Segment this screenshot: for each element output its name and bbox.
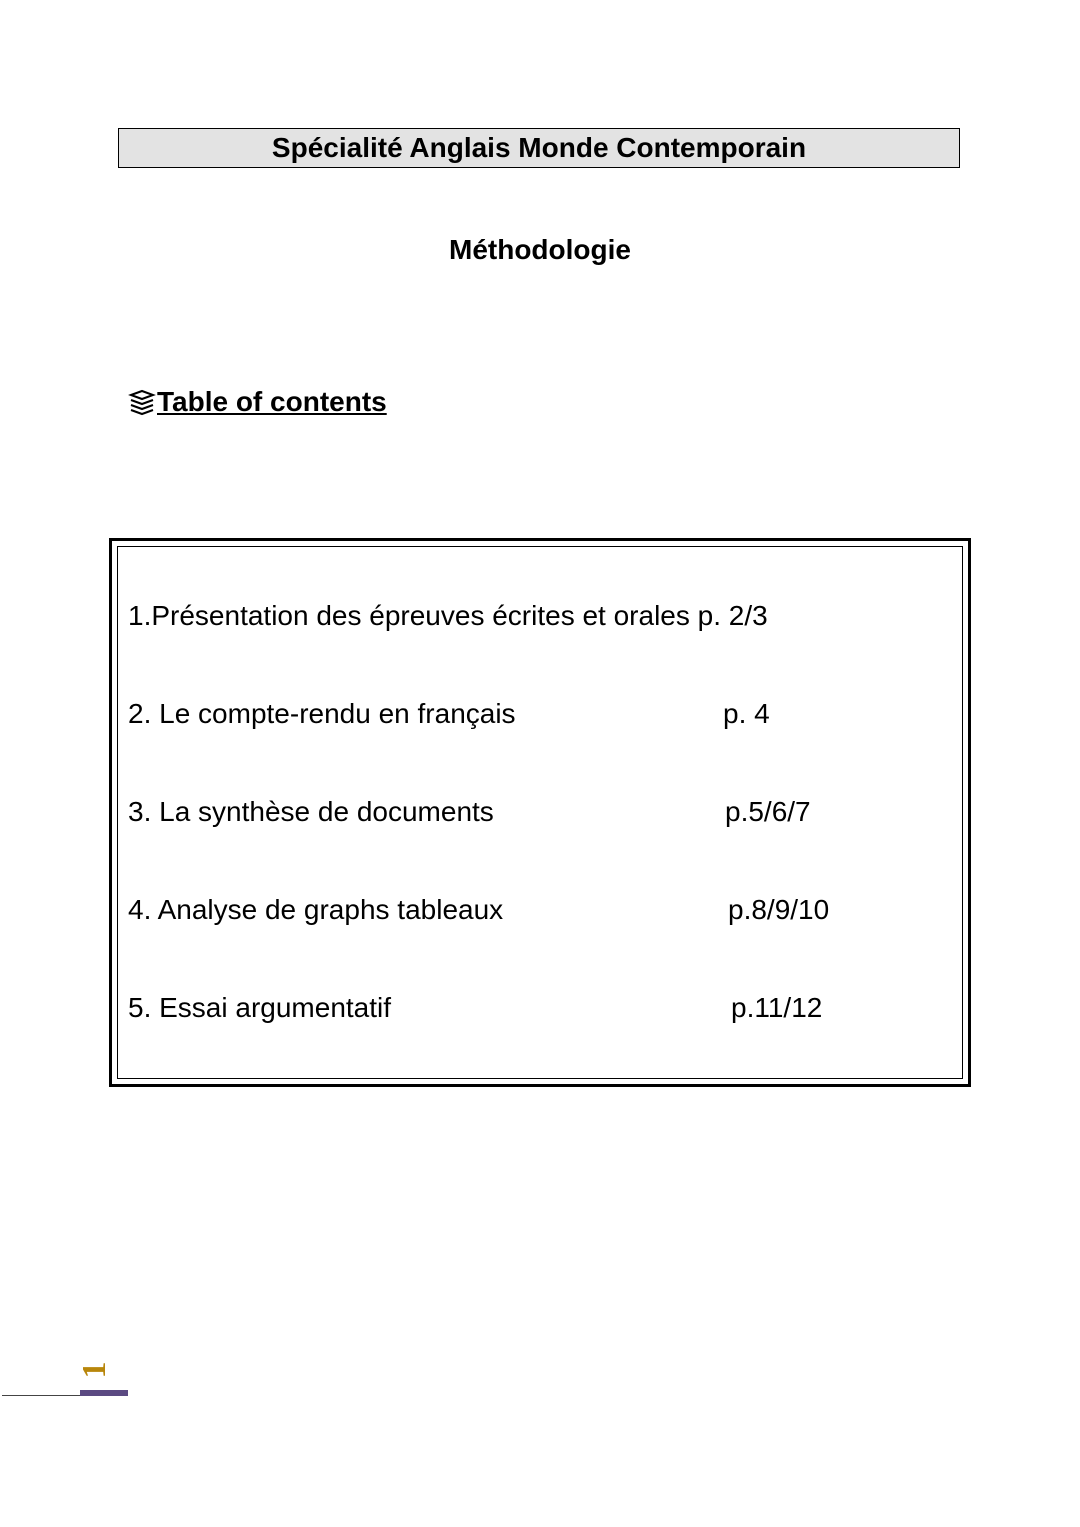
toc-item-3-page: p.5/6/7 <box>725 796 811 827</box>
book-stack-icon <box>128 388 156 416</box>
toc-item-3: 3. La synthèse de documents <box>128 796 494 827</box>
page-number <box>75 1355 113 1389</box>
toc-item-2: 2. Le compte-rendu en français <box>128 698 516 729</box>
toc-item-2-page: p. 4 <box>723 698 770 729</box>
toc-heading <box>128 386 387 418</box>
page-number-text: 1 <box>75 1361 113 1379</box>
toc-item-4-page: p.8/9/10 <box>728 894 830 925</box>
toc-item-1: 1.Présentation des épreuves écrites et orales p. 2/3 <box>128 600 768 631</box>
toc-item-4: 4. Analyse de graphs tableaux <box>128 894 504 925</box>
footer-mark <box>80 1390 128 1396</box>
toc-heading-label: Table of contents <box>157 386 387 417</box>
document-title-banner <box>118 128 960 168</box>
document-subtitle: Méthodologie <box>449 234 631 265</box>
document-title: Spécialité Anglais Monde Contemporain <box>271 132 807 163</box>
footer-rule <box>2 1395 82 1396</box>
toc-item-5: 5. Essai argumentatif <box>128 992 392 1023</box>
toc-item-5-page: p.11/12 <box>731 992 823 1023</box>
